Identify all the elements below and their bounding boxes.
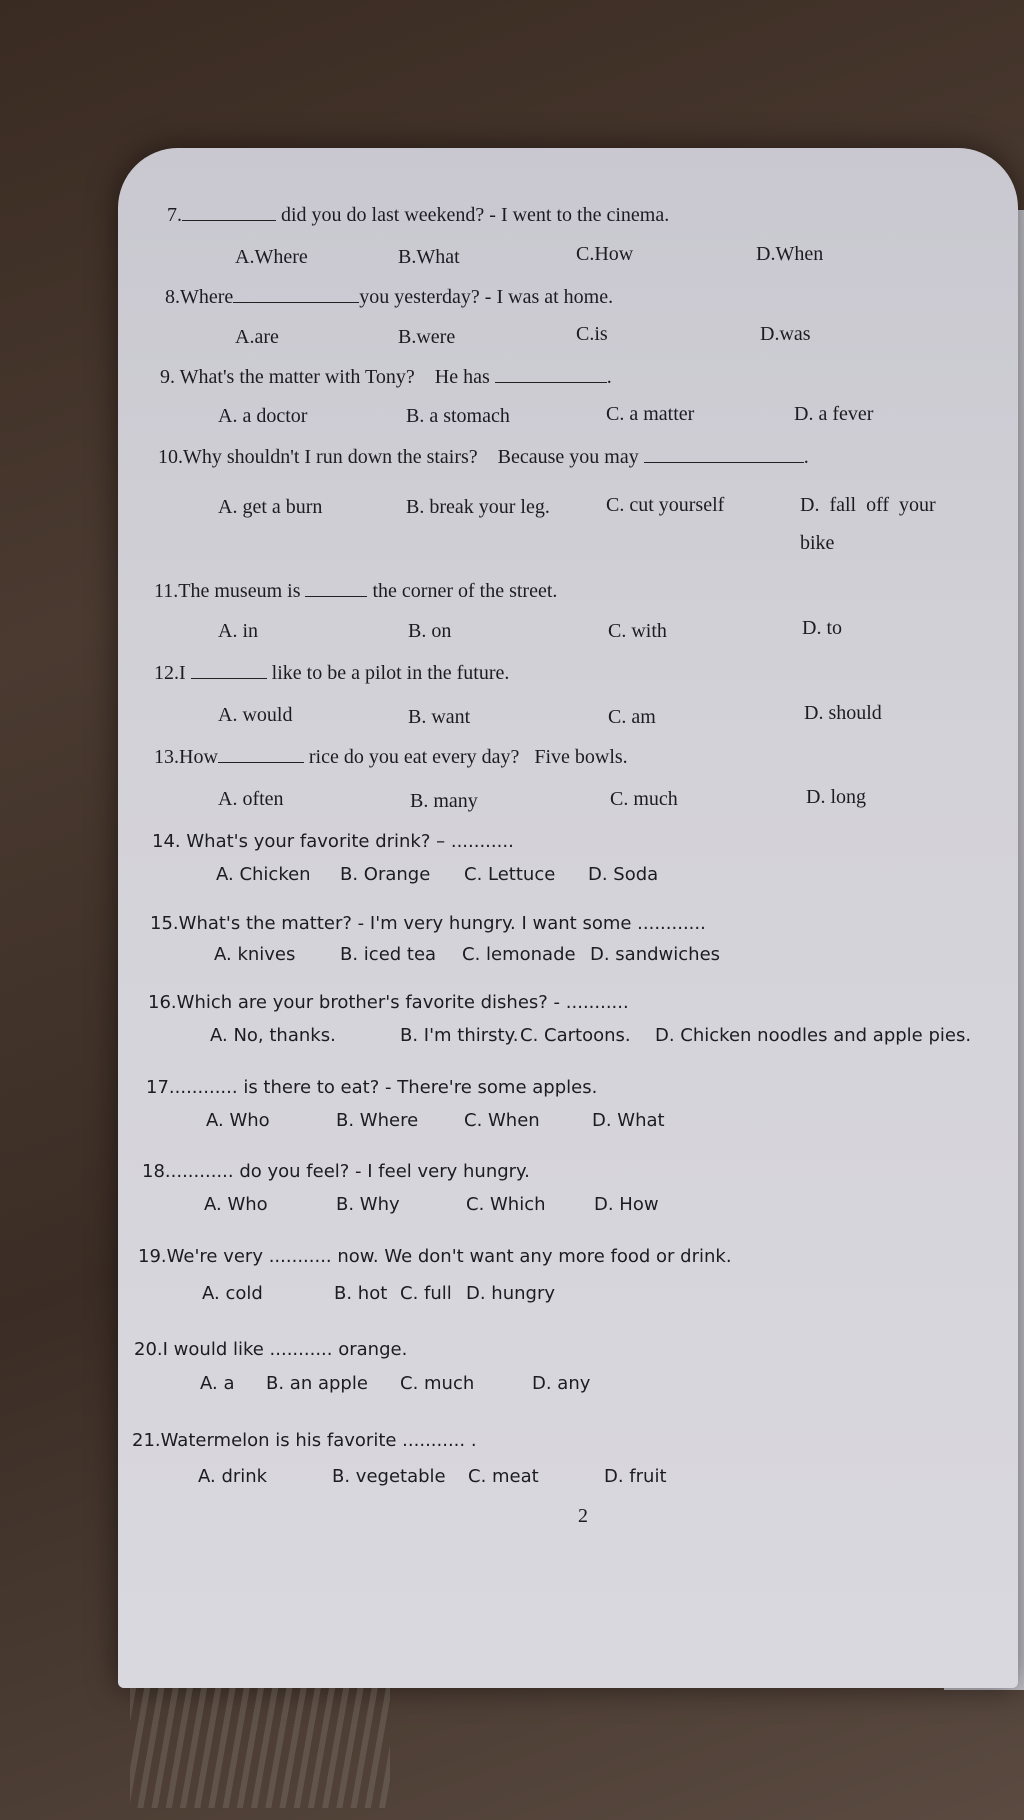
option-11d[interactable]: D. to xyxy=(802,617,842,639)
option-20d[interactable]: D. any xyxy=(532,1373,591,1394)
option-9c[interactable]: C. a matter xyxy=(606,403,695,425)
option-17d[interactable]: D. What xyxy=(592,1110,665,1131)
option-11c[interactable]: C. with xyxy=(608,620,667,642)
option-20b[interactable]: B. an apple xyxy=(266,1373,368,1394)
answer-blank[interactable] xyxy=(182,219,276,221)
question-18: 18............ do you feel? - I feel very hungry. xyxy=(142,1161,530,1182)
option-9d[interactable]: D. a fever xyxy=(794,403,874,425)
option-17a[interactable]: A. Who xyxy=(206,1110,270,1131)
option-18d[interactable]: D. How xyxy=(594,1194,659,1215)
option-7a[interactable]: A.Where xyxy=(235,246,308,268)
page-number: 2 xyxy=(578,1505,588,1527)
option-8d[interactable]: D.was xyxy=(760,323,811,345)
option-7c[interactable]: C.How xyxy=(576,243,634,265)
option-16b[interactable]: B. I'm thirsty. xyxy=(400,1025,519,1046)
question-17: 17............ is there to eat? - There're some apples. xyxy=(146,1077,598,1098)
option-19a[interactable]: A. cold xyxy=(202,1283,263,1304)
option-15c[interactable]: C. lemonade xyxy=(462,944,576,965)
option-8b[interactable]: B.were xyxy=(398,326,456,348)
option-12a[interactable]: A. would xyxy=(218,704,293,726)
option-16a[interactable]: A. No, thanks. xyxy=(210,1025,336,1046)
option-12b[interactable]: B. want xyxy=(408,706,471,728)
option-14c[interactable]: C. Lettuce xyxy=(464,864,556,885)
option-20a[interactable]: A. a xyxy=(200,1373,235,1394)
option-19d[interactable]: D. hungry xyxy=(466,1283,556,1304)
option-17c[interactable]: C. When xyxy=(464,1110,540,1131)
option-10c[interactable]: C. cut yourself xyxy=(606,494,725,516)
option-15b[interactable]: B. iced tea xyxy=(340,944,437,965)
option-9b[interactable]: B. a stomach xyxy=(406,405,510,427)
option-18c[interactable]: C. Which xyxy=(466,1194,546,1215)
question-7: 7. did you do last weekend? - I went to the cinema. xyxy=(167,204,670,226)
option-14a[interactable]: A. Chicken xyxy=(216,864,311,885)
option-11a[interactable]: A. in xyxy=(218,620,258,642)
option-10d[interactable]: D. fall off your xyxy=(800,494,936,516)
question-20: 20.I would like ........... orange. xyxy=(134,1339,408,1360)
answer-blank[interactable] xyxy=(191,677,267,679)
question-9: 9. What's the matter with Tony? He has . xyxy=(160,366,612,388)
option-7d[interactable]: D.When xyxy=(756,243,824,265)
option-20c[interactable]: C. much xyxy=(400,1373,475,1394)
answer-blank[interactable] xyxy=(644,461,804,463)
option-19b[interactable]: B. hot xyxy=(334,1283,388,1304)
floor-texture xyxy=(130,1688,390,1808)
option-17b[interactable]: B. Where xyxy=(336,1110,419,1131)
option-12c[interactable]: C. am xyxy=(608,706,656,728)
option-16c[interactable]: C. Cartoons. xyxy=(520,1025,631,1046)
answer-blank[interactable] xyxy=(218,761,304,763)
question-16: 16.Which are your brother's favorite dishes? - ........... xyxy=(148,992,629,1013)
answer-blank[interactable] xyxy=(495,381,607,383)
option-21d[interactable]: D. fruit xyxy=(604,1466,667,1487)
option-7b[interactable]: B.What xyxy=(398,246,460,268)
option-10b[interactable]: B. break your leg. xyxy=(406,496,550,518)
option-12d[interactable]: D. should xyxy=(804,702,882,724)
question-8: 8.Where you yesterday? - I was at home. xyxy=(165,286,614,308)
option-13c[interactable]: C. much xyxy=(610,788,678,810)
option-21b[interactable]: B. vegetable xyxy=(332,1466,446,1487)
option-8c[interactable]: C.is xyxy=(576,323,608,345)
answer-blank[interactable] xyxy=(305,595,367,597)
option-13d[interactable]: D. long xyxy=(806,786,866,808)
option-9a[interactable]: A. a doctor xyxy=(218,405,308,427)
question-21: 21.Watermelon is his favorite ........... . xyxy=(132,1430,477,1451)
question-12: 12.I like to be a pilot in the future. xyxy=(154,662,510,684)
question-11: 11.The museum is the corner of the street. xyxy=(154,580,558,602)
option-13b[interactable]: B. many xyxy=(410,790,478,812)
question-14: 14. What's your favorite drink? – ........... xyxy=(152,831,514,852)
option-14b[interactable]: B. Orange xyxy=(340,864,431,885)
option-18b[interactable]: B. Why xyxy=(336,1194,400,1215)
option-15a[interactable]: A. knives xyxy=(214,944,296,965)
option-19c[interactable]: C. full xyxy=(400,1283,452,1304)
option-8a[interactable]: A.are xyxy=(235,326,279,348)
question-19: 19.We're very ........... now. We don't want any more food or drink. xyxy=(138,1246,732,1267)
option-11b[interactable]: B. on xyxy=(408,620,452,642)
option-13a[interactable]: A. often xyxy=(218,788,284,810)
option-15d[interactable]: D. sandwiches xyxy=(590,944,721,965)
option-18a[interactable]: A. Who xyxy=(204,1194,268,1215)
answer-blank[interactable] xyxy=(233,301,359,303)
option-16d[interactable]: D. Chicken noodles and apple pies. xyxy=(655,1025,972,1046)
option-10a[interactable]: A. get a burn xyxy=(218,496,323,518)
option-21c[interactable]: C. meat xyxy=(468,1466,539,1487)
question-15: 15.What's the matter? - I'm very hungry. I want some ............ xyxy=(150,913,706,934)
question-13: 13.How rice do you eat every day? Five bowls. xyxy=(154,746,628,768)
option-14d[interactable]: D. Soda xyxy=(588,864,659,885)
option-10d-continued: bike xyxy=(800,532,835,554)
option-21a[interactable]: A. drink xyxy=(198,1466,268,1487)
question-10: 10.Why shouldn't I run down the stairs? Because you may . xyxy=(158,446,809,468)
